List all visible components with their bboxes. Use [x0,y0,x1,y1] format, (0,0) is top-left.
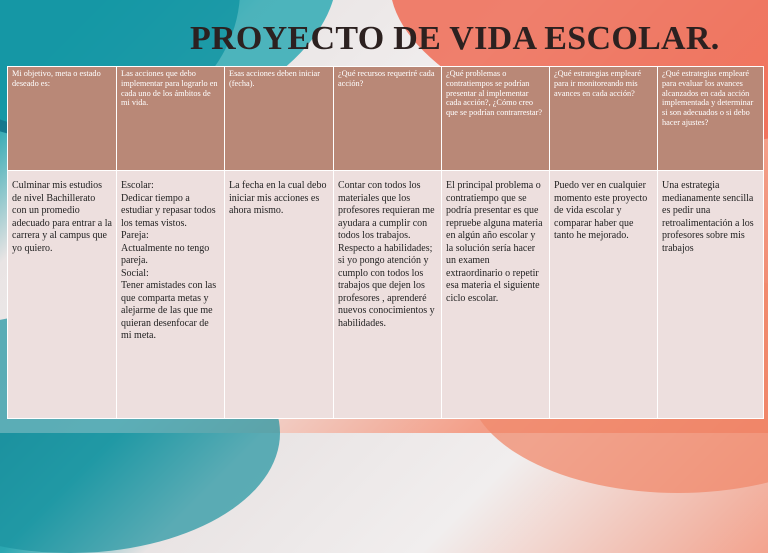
table-cell: El principal problema o contratiempo que se podría presentar es que repruebe alguna materia en algún año escolar y la solución sería hacer un examen extraordinario o repetir esa materia el siguiente ciclo escolar. [442,171,550,419]
table-cell: La fecha en la cual debo iniciar mis acciones es ahora mismo. [225,171,334,419]
table-header: Las acciones que debo implementar para lograrlo en cada uno de los ámbitos de mi vida. [117,67,225,171]
table-header: ¿Qué estrategias emplearé para evaluar los avances alcanzados en cada acción implementada y determinar si son adecuados o si debo hacer ajustes? [658,67,764,171]
table-cell: Puedo ver en cualquier momento este proyecto de vida escolar y comparar haber que tanto he mejorado. [550,171,658,419]
table-header: ¿Qué recursos requeriré cada acción? [334,67,442,171]
table-cell: Una estrategia medianamente sencilla es pedir una retroalimentación a los profesores sobre mis trabajos [658,171,764,419]
table-header: Mi objetivo, meta o estado deseado es: [8,67,117,171]
table-cell: Culminar mis estudios de nivel Bachillerato con un promedio adecuado para entrar a la carrera y al campus que yo quiero. [8,171,117,419]
table-header: Esas acciones deben iniciar (fecha). [225,67,334,171]
table-cell: Contar con todos los materiales que los profesores requieran me ayudara a cumplir con todos los trabajos. Respecto a habilidades; si yo pongo atención y cumplo con todos los trabajos que dejen los profesores , aprenderé nuevos conocimientos y habilidades. [334,171,442,419]
slide-title: PROYECTO DE VIDA ESCOLAR. [190,20,720,57]
life-project-table [7,66,764,419]
table-header: ¿Qué problemas o contratiempos se podrían presentar al implementar cada acción?, ¿Cómo creo que se podrían contrarrestar? [442,67,550,171]
table-cell: Escolar: Dedicar tiempo a estudiar y repasar todos los temas vistos. Pareja: Actualmente no tengo pareja. Social: Tener amistades con las que comparta metas y alejarme de las que me quieran desenfocar de mi meta. [117,171,225,419]
table-header: ¿Qué estrategias emplearé para ir monitoreando mis avances en cada acción? [550,67,658,171]
